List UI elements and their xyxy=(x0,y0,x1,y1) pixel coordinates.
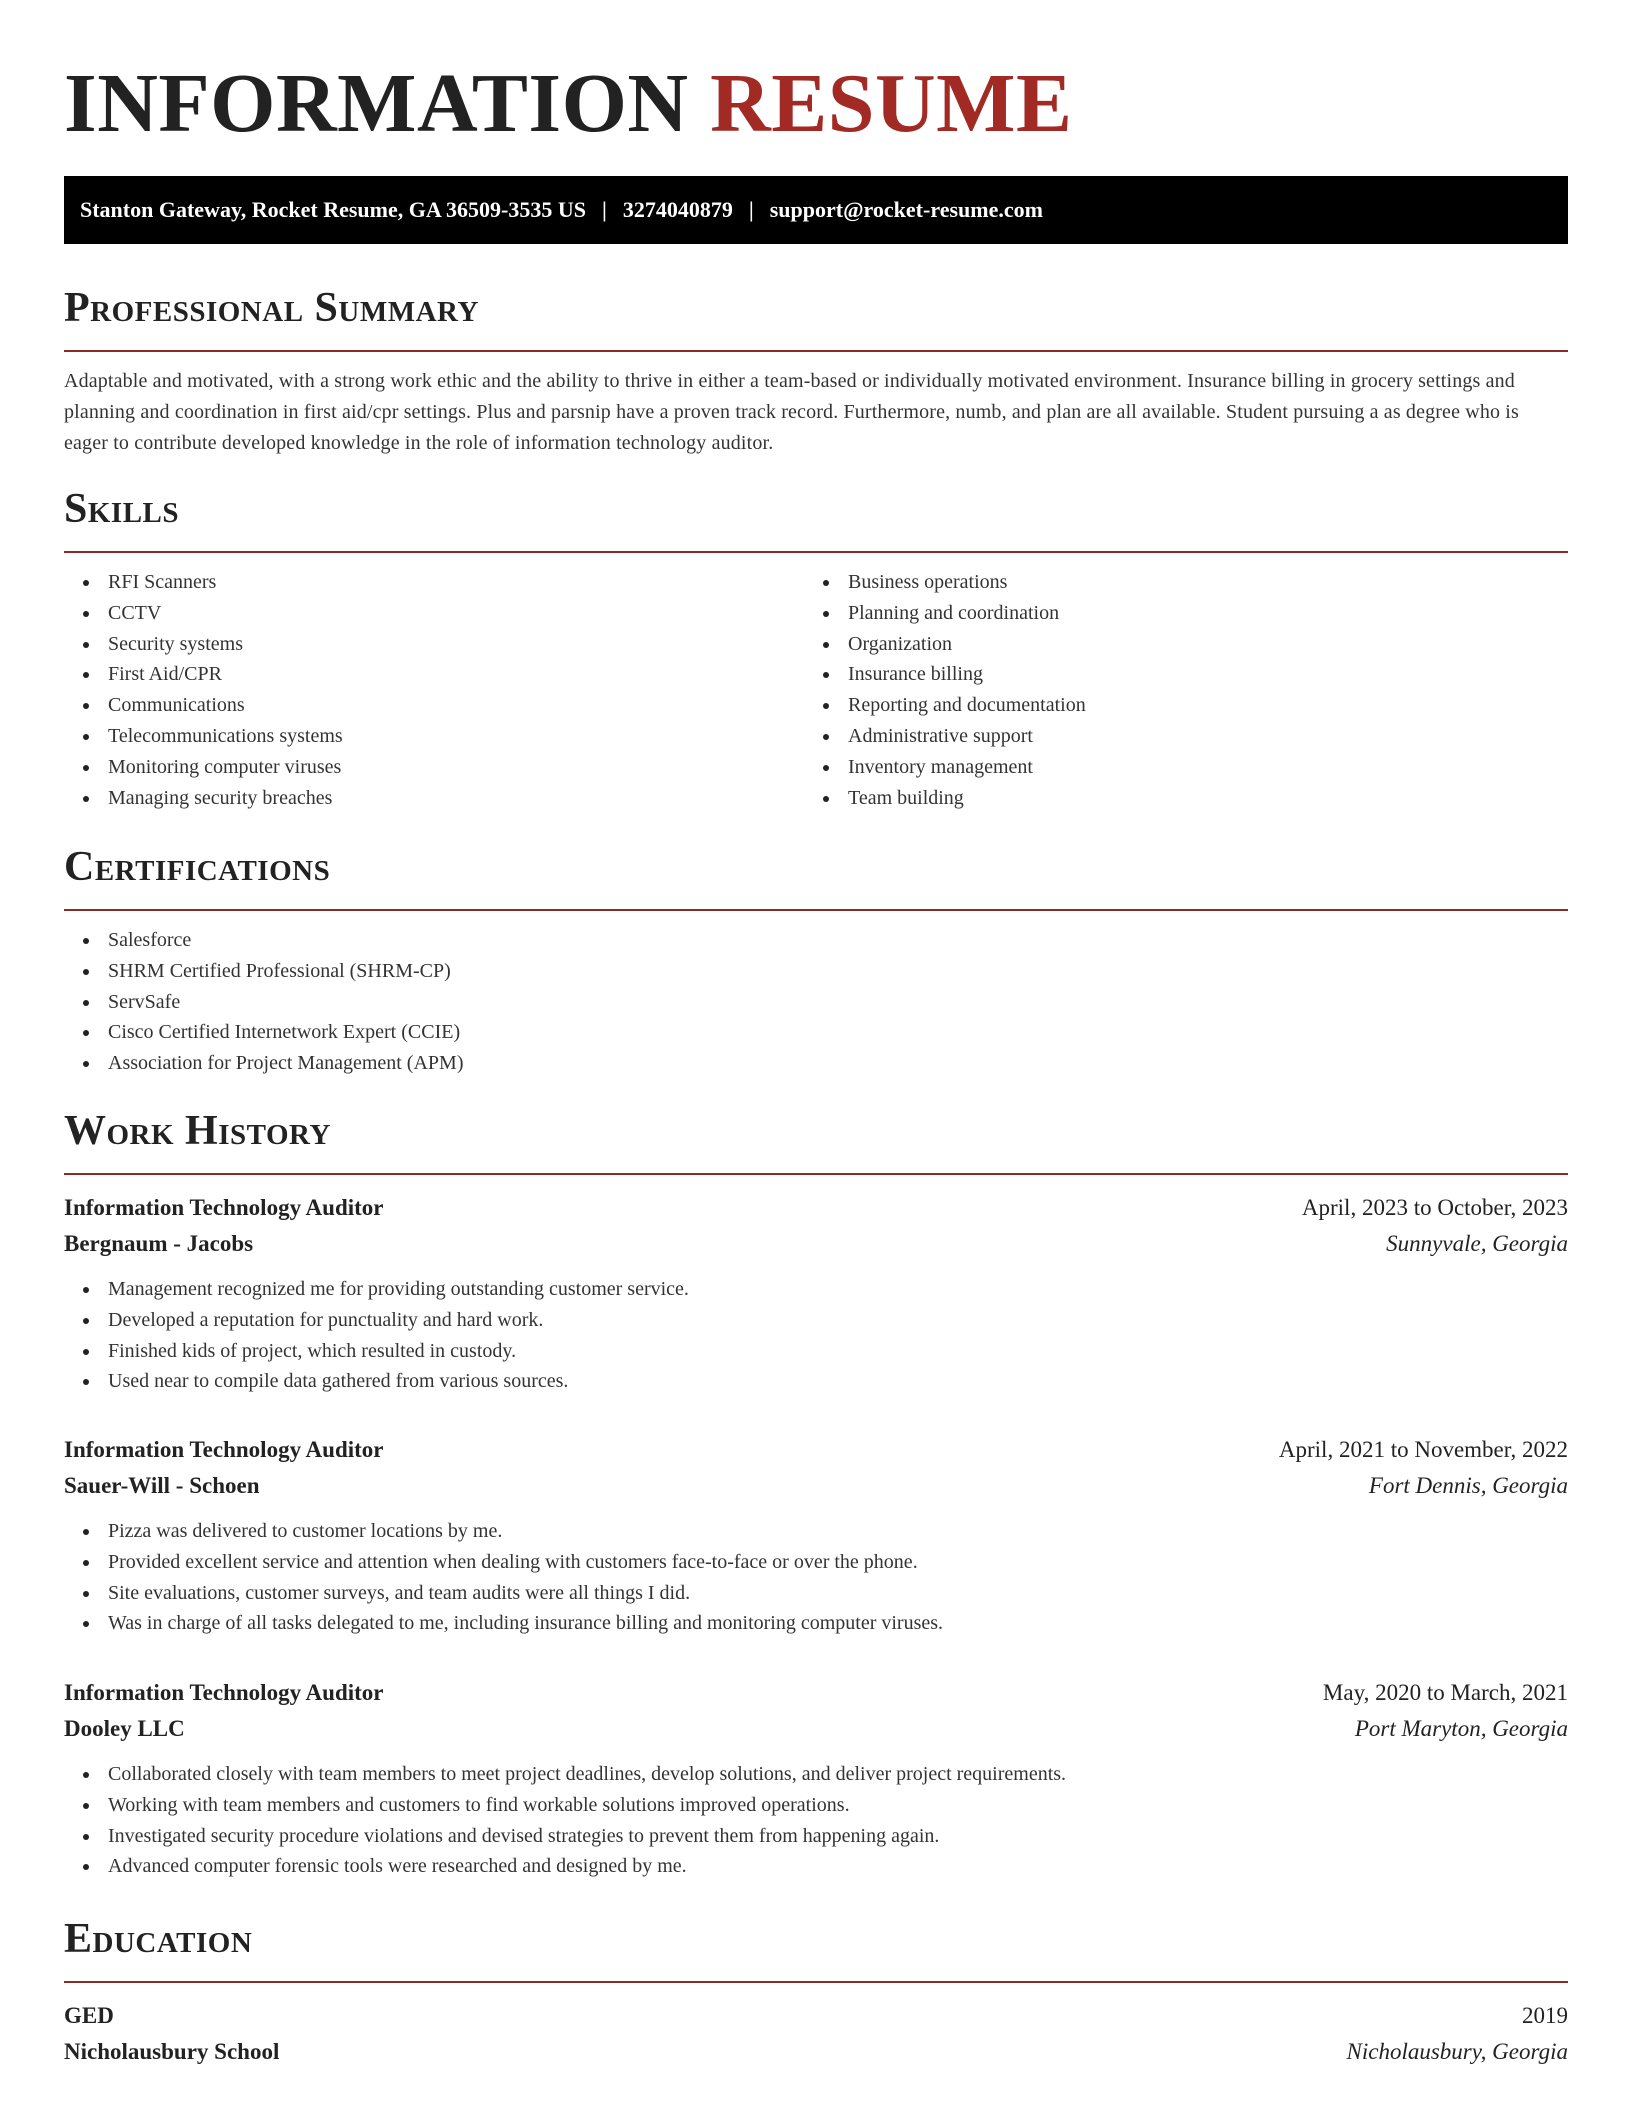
skill-item: Planning and coordination xyxy=(804,598,1086,629)
job-bullets xyxy=(64,1274,1568,1397)
certification-item: Association for Project Management (APM) xyxy=(64,1048,463,1079)
section-divider xyxy=(64,551,1568,553)
skill-item: Insurance billing xyxy=(804,659,1086,690)
job-dates: May, 2020 to March, 2021 xyxy=(1322,1680,1568,1705)
education-degree: GED xyxy=(64,2003,114,2028)
skill-item: RFI Scanners xyxy=(64,567,343,598)
job-bullets xyxy=(64,1759,1568,1882)
resume-name xyxy=(64,57,1073,150)
job-entry xyxy=(64,1190,1568,1397)
skill-item: Organization xyxy=(804,629,1086,660)
skill-item: Monitoring computer viruses xyxy=(64,752,343,783)
job-entry xyxy=(64,1432,1568,1639)
skill-item: Security systems xyxy=(64,629,343,660)
contact-address: Stanton Gateway, Rocket Resume, GA 36509-3535 US xyxy=(80,197,586,222)
job-bullet: Working with team members and customers to find workable solutions improved operations. xyxy=(64,1790,1568,1821)
job-company: Bergnaum - Jacobs xyxy=(64,1231,254,1256)
section-title-work-history: Work History xyxy=(64,1108,331,1154)
name-first: INFORMATION xyxy=(64,57,689,150)
contact-separator: | xyxy=(602,197,607,222)
certifications-list xyxy=(64,925,463,1079)
skill-item: First Aid/CPR xyxy=(64,659,343,690)
skill-item: Communications xyxy=(64,690,343,721)
job-bullet: Finished kids of project, which resulted in custody. xyxy=(64,1336,1568,1367)
certification-item: ServSafe xyxy=(64,987,463,1018)
section-divider xyxy=(64,1173,1568,1175)
job-bullets xyxy=(64,1516,1568,1639)
name-last: RESUME xyxy=(710,57,1073,150)
contact-separator: | xyxy=(748,197,754,222)
education-school: Nicholausbury School xyxy=(64,2039,280,2064)
job-bullet: Site evaluations, customer surveys, and team audits were all things I did. xyxy=(64,1578,1568,1609)
work-history-section xyxy=(64,1107,1568,1878)
contact-phone: 3274040879 xyxy=(622,197,733,222)
section-divider xyxy=(64,350,1568,352)
job-bullet: Used near to compile data gathered from various sources. xyxy=(64,1366,1568,1397)
job-dates: April, 2021 to November, 2022 xyxy=(1278,1437,1568,1462)
summary-section xyxy=(64,284,1568,454)
job-dates: April, 2023 to October, 2023 xyxy=(1301,1195,1568,1220)
skill-item: CCTV xyxy=(64,598,343,629)
skill-item: Inventory management xyxy=(804,752,1086,783)
job-title: Information Technology Auditor xyxy=(64,1680,384,1705)
contact-bar xyxy=(64,176,1568,244)
job-title: Information Technology Auditor xyxy=(64,1437,384,1462)
education-year: 2019 xyxy=(1522,2003,1568,2028)
certification-item: Cisco Certified Internetwork Expert (CCIE) xyxy=(64,1017,463,1048)
job-bullet: Developed a reputation for punctuality and hard work. xyxy=(64,1305,1568,1336)
section-title-summary: Professional Summary xyxy=(64,285,479,331)
job-bullet: Collaborated closely with team members to meet project deadlines, develop solutions, and deliver project requirements. xyxy=(64,1759,1568,1790)
section-divider xyxy=(64,909,1568,911)
skill-item: Business operations xyxy=(804,567,1086,598)
section-title-certifications: Certifications xyxy=(64,844,331,890)
job-bullet: Was in charge of all tasks delegated to me, including insurance billing and monitoring computer viruses. xyxy=(64,1608,1568,1639)
job-title: Information Technology Auditor xyxy=(64,1195,384,1220)
skills-list-right xyxy=(804,567,1086,813)
section-title-education: Education xyxy=(64,1916,253,1962)
section-title-skills: Skills xyxy=(64,486,180,532)
education-section xyxy=(64,1915,1568,2064)
skills-section xyxy=(64,485,1568,809)
skill-item: Telecommunications systems xyxy=(64,721,343,752)
skill-item: Team building xyxy=(804,783,1086,814)
skill-item: Managing security breaches xyxy=(64,783,343,814)
job-bullet: Management recognized me for providing outstanding customer service. xyxy=(64,1274,1568,1305)
education-location: Nicholausbury, Georgia xyxy=(1346,2039,1568,2064)
job-bullet: Investigated security procedure violations and devised strategies to prevent them from happening again. xyxy=(64,1821,1568,1852)
skills-list-left xyxy=(64,567,343,813)
job-location: Sunnyvale, Georgia xyxy=(1386,1231,1568,1256)
contact-email: support@rocket-resume.com xyxy=(769,197,1043,222)
skill-item: Administrative support xyxy=(804,721,1086,752)
summary-text: Adaptable and motivated, with a strong work ethic and the ability to thrive in either a team-based or individually motivated environment. Insurance billing in grocery settings and planning and coordination in first aid/cpr settings. Plus and parsnip have a proven track record. Furthermore, numb, and plan are all available. Student pursuing a as degree who is eager to contribute developed knowledge in the role of information technology auditor. xyxy=(64,370,1519,454)
job-bullet: Advanced computer forensic tools were researched and designed by me. xyxy=(64,1851,1568,1882)
job-entry xyxy=(64,1675,1568,1882)
skill-item: Reporting and documentation xyxy=(804,690,1086,721)
certification-item: SHRM Certified Professional (SHRM-CP) xyxy=(64,956,463,987)
job-company: Sauer-Will - Schoen xyxy=(64,1473,260,1498)
job-company: Dooley LLC xyxy=(64,1716,185,1741)
education-entry xyxy=(64,1998,1568,2070)
job-bullet: Pizza was delivered to customer locations by me. xyxy=(64,1516,1568,1547)
certifications-section xyxy=(64,843,1568,1075)
certification-item: Salesforce xyxy=(64,925,463,956)
job-location: Port Maryton, Georgia xyxy=(1354,1716,1568,1741)
job-bullet: Provided excellent service and attention when dealing with customers face-to-face or over the phone. xyxy=(64,1547,1568,1578)
section-divider xyxy=(64,1981,1568,1983)
job-location: Fort Dennis, Georgia xyxy=(1368,1473,1568,1498)
